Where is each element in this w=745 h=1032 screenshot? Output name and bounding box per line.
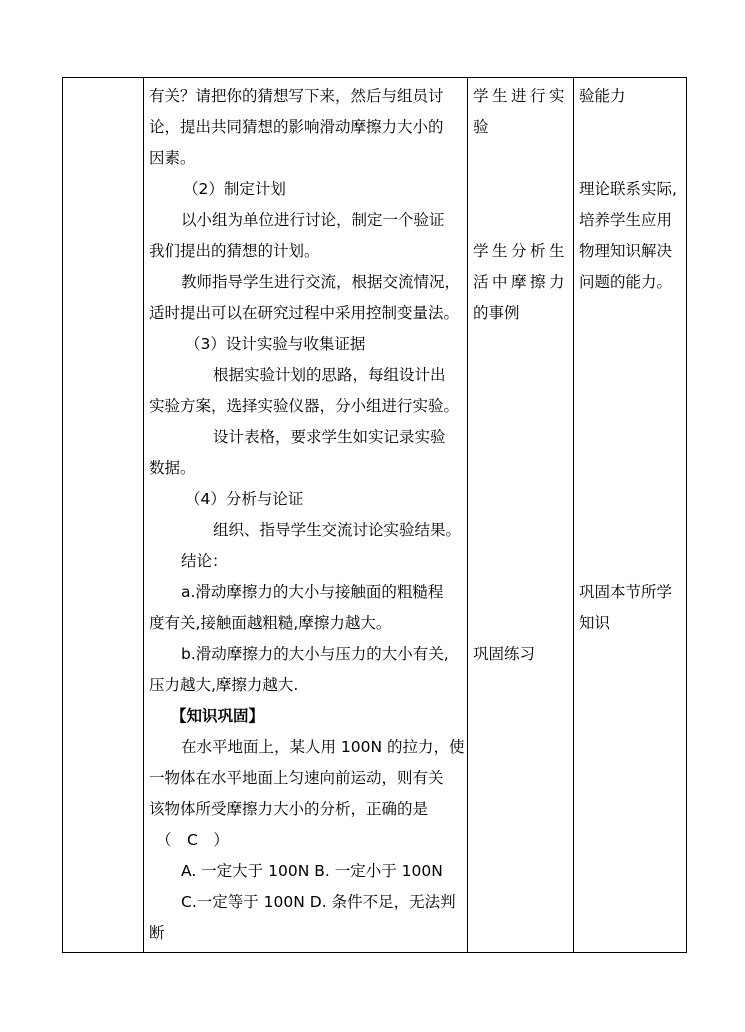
question-text: 该物体所受摩擦力大小的分析，正确的是 [149, 800, 429, 818]
content-line: 数据。 [149, 459, 196, 477]
content-line: 根据实验计划的思路，每组设计出 [213, 366, 446, 384]
content-line: 实验方案，选择实验仪器，分小组进行实验。 [149, 397, 460, 415]
design-purpose-cell [574, 78, 687, 953]
student-activity-line: 的事例 [473, 304, 520, 322]
content-line: 因素。 [149, 149, 196, 167]
option-line: C.一定等于 100N D. 条件不足，无法判 [181, 893, 456, 911]
content-line: 我们提出的猜想的计划。 [149, 242, 320, 260]
option-line: A. 一定大于 100N B. 一定小于 100N [181, 862, 443, 880]
content-line: 论，提出共同猜想的影响滑动摩擦力大小的 [149, 118, 444, 136]
student-activity-cell [468, 78, 574, 953]
conclusion-label: 结论： [181, 552, 228, 570]
content-line: 教师指导学生进行交流，根据交流情况， [181, 273, 461, 291]
question-text: 在水平地面上，某人用 100N 的拉力，使 [181, 738, 465, 756]
purpose-line: 培养学生应用 [579, 211, 673, 229]
answer-bracket: （ C ） [156, 831, 229, 849]
teaching-content-cell [144, 78, 468, 953]
purpose-line: 验能力 [579, 87, 626, 105]
purpose-line: 知识 [579, 614, 611, 632]
lesson-plan-table [62, 77, 687, 953]
content-line: 以小组为单位进行讨论，制定一个验证 [181, 211, 445, 229]
content-line: 有关？请把你的猜想写下来，然后与组员讨 [149, 87, 444, 105]
option-line: 断 [149, 924, 165, 942]
student-activity-line: 巩固练习 [473, 645, 536, 663]
section-heading-analysis: （4）分析与论证 [185, 490, 304, 508]
conclusion-a-cont: 度有关,接触面越粗糙,摩擦力越大。 [149, 614, 392, 632]
purpose-line: 理论联系实际, [579, 180, 677, 198]
content-line: 适时提出可以在研究过程中采用控制变量法。 [149, 304, 460, 322]
student-activity-line: 验 [473, 118, 489, 136]
conclusion-b: b.滑动摩擦力的大小与压力的大小有关, [181, 645, 449, 663]
student-activity-line: 学生分析生 [473, 242, 569, 260]
student-activity-line: 学生进行实 [473, 87, 569, 105]
section-heading-experiment: （3）设计实验与收集证据 [185, 335, 366, 353]
section-heading-plan: （2）制定计划 [183, 180, 286, 198]
question-text: 一物体在水平地面上匀速向前运动，则有关 [149, 769, 444, 787]
conclusion-b-cont: 压力越大,摩擦力越大. [149, 676, 299, 694]
content-line: 设计表格，要求学生如实记录实验 [213, 428, 446, 446]
conclusion-a: a.滑动摩擦力的大小与接触面的粗糙程 [181, 583, 444, 601]
student-activity-line: 活中摩擦力 [473, 273, 569, 291]
stage-cell [63, 78, 144, 953]
purpose-line: 物理知识解决 [579, 242, 673, 260]
purpose-line: 问题的能力。 [579, 273, 673, 291]
content-line: 组织、指导学生交流讨论实验结果。 [213, 521, 462, 539]
purpose-line: 巩固本节所学 [579, 583, 673, 601]
knowledge-consolidation-heading: 【知识巩固】 [171, 707, 265, 725]
table-row [63, 78, 687, 953]
